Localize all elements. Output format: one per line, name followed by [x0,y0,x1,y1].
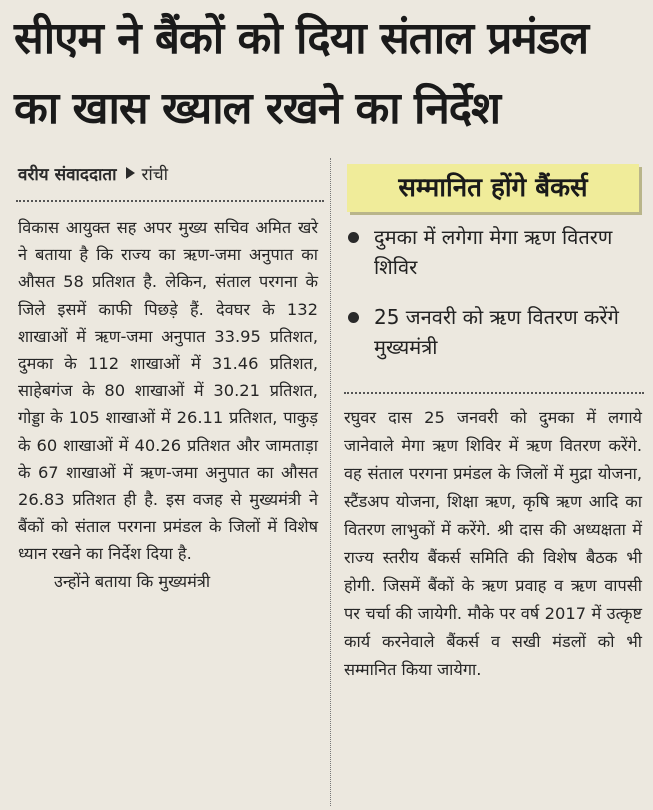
byline-divider [16,200,324,202]
sidebar-bullet-text: दुमका में लगेगा मेगा ऋण वितरण शिविर [374,225,613,279]
sidebar-divider [344,392,644,394]
byline [18,162,168,185]
left-column [18,214,318,595]
headline [14,4,642,144]
headline-line-2: का खास ख्याल रखने का निर्देश [14,83,501,134]
bullet-dot-icon [348,232,359,243]
column-divider [330,158,331,806]
sidebar-bullets [344,222,644,382]
right-paragraph: रघुवर दास 25 जनवरी को दुमका में लगाये जानेवाले मेगा ऋण शिविर में ऋण वितरण करेंगे. वह संताल परगना प्रमंडल के जिलों में मुद्रा योजना, स्टैंडअप योजना, शिक्षा ऋण, कृषि ऋण आदि का वितरण लाभुकों में करेंगे. श्री दास की अध्यक्षता में राज्य स्तरीय बैंकर्स समिति की विशेष बैठक भी होगी. जिसमें बैंकों के ऋण प्रवाह व ऋण वापसी पर चर्चा की जायेगी. मौके पर वर्ष 2017 में उत्कृष्ट कार्य करनेवाले बैंकर्स व सखी मंडलों को भी सम्मानित किया जायेगा. [344,408,642,679]
headline-line-1: सीएम ने बैंकों को दिया संताल प्रमंडल [14,13,589,64]
sidebar-title: सम्मानित होंगे बैंकर्स [347,164,639,212]
byline-place: रांची [141,165,169,185]
left-paragraph-1: विकास आयुक्त सह अपर मुख्य सचिव अमित खरे ने बताया है कि राज्य का ऋण-जमा अनुपात का औसत 58 प्रतिशत है. लेकिन, संताल परगना के जिले इसमें काफी पिछड़े हैं. देवघर के 132 शाखाओं में ऋण-जमा अनुपात 33.95 प्रतिशत, दुमका के 112 शाखाओं में 31.46 प्रतिशत, साहेबगंज के 80 शाखाओं में 30.21 प्रतिशत, गोड्डा के 105 शाखाओं में 26.11 प्रतिशत, पाकुड़ के 60 शाखाओं में 40.26 प्रतिशत और जामताड़ा के 67 शाखाओं में ऋण-जमा अनुपात का औसत 26.83 प्रतिशत ही है. इस वजह से मुख्यमंत्री ने बैंकों को संताल परगना प्रमंडल के जिलों में विशेष ध्यान रखने का निर्देश दिया है. [18,218,318,564]
bullet-dot-icon [348,312,359,323]
sidebar-bullet-text: 25 जनवरी को ऋण वितरण करेंगे मुख्यमंत्री [374,305,619,359]
byline-author: वरीय संवाददाता [18,165,117,185]
play-arrow-icon [126,167,135,179]
left-paragraph-2: उन्होंने बताया कि मुख्यमंत्री [54,571,211,591]
sidebar-bullet-item [344,302,644,362]
sidebar-bullet-item [344,222,644,282]
